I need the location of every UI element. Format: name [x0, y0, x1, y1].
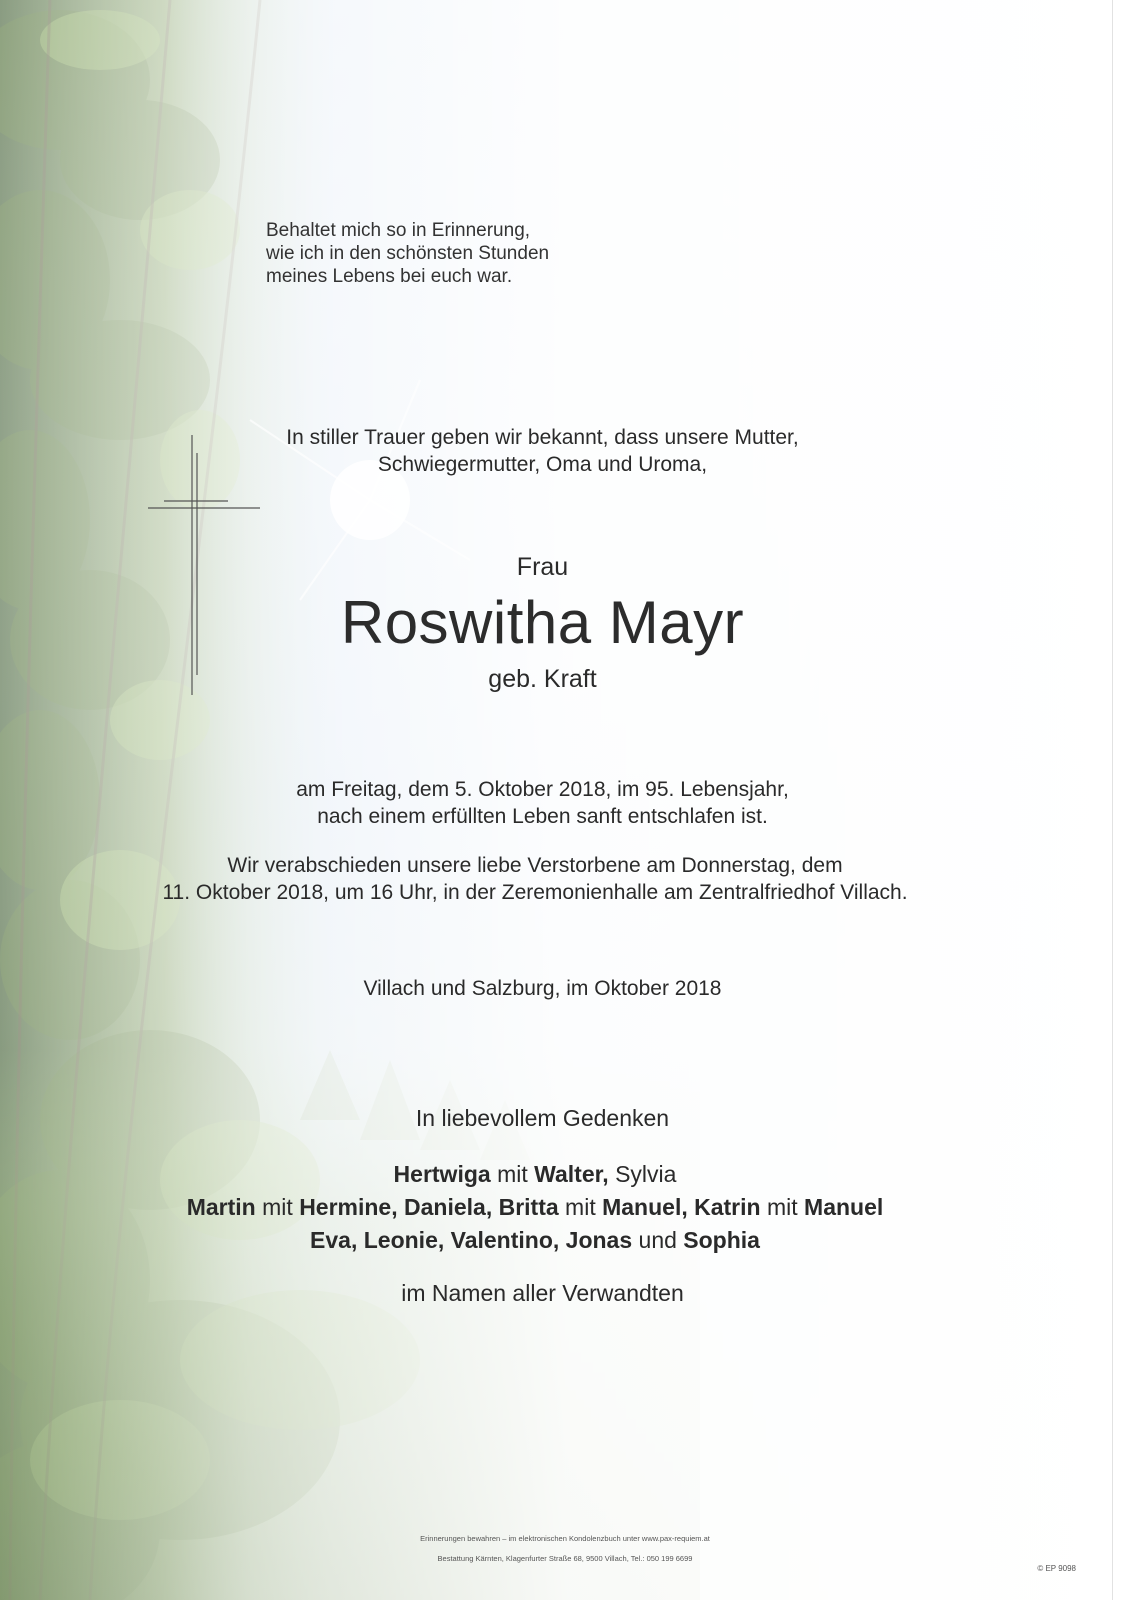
place-date: Villach und Salzburg, im Oktober 2018 [363, 977, 722, 1000]
service-line-1: Wir verabschieden unsere liebe Verstorbene am Donnerstag, dem [227, 854, 843, 877]
family-name: Sophia [683, 1227, 760, 1253]
death-notice-line-1: am Freitag, dem 5. Oktober 2018, im 95. Lebensjahr, [296, 778, 789, 801]
family-name: Eva, Leonie, Valentino, Jonas [310, 1227, 633, 1253]
announcement [90, 424, 995, 478]
family-row [0, 1191, 1070, 1224]
connector: mit [255, 1194, 300, 1220]
announcement-line-1: In stiller Trauer geben wir bekannt, dass unsere Mutter, [286, 426, 799, 449]
motto-verse [266, 219, 549, 288]
connector: mit [490, 1161, 535, 1187]
announcement-line-2: Schwiegermutter, Oma und Uroma, [377, 453, 708, 476]
connector: mit [558, 1194, 603, 1220]
family-name: Hermine, Daniela, Britta [299, 1194, 559, 1220]
death-notice-line-2: nach einem erfüllten Leben sanft entschlafen ist. [317, 805, 768, 828]
family-name: Walter, [534, 1161, 609, 1187]
death-notice [90, 776, 995, 830]
connector: mit [760, 1194, 805, 1220]
family-names [0, 1158, 1070, 1257]
memory-line: In liebevollem Gedenken [415, 1105, 670, 1131]
family-row [0, 1224, 1070, 1257]
document-code: © EP 9098 [1037, 1564, 1076, 1573]
footer-funeral-home-line: Bestattung Kärnten, Klagenfurter Straße 68, 9500 Villach, Tel.: 050 199 6699 [437, 1554, 693, 1563]
footer-condolence-line: Erinnerungen bewahren – im elektronischen Kondolenzbuch unter www.pax-requiem.at [420, 1534, 710, 1543]
page-edge-line [1112, 0, 1113, 1600]
family-name: Martin [186, 1194, 256, 1220]
family-name: Sylvia [608, 1161, 677, 1187]
relatives-line: im Namen aller Verwandten [401, 1280, 684, 1306]
service-line-2: 11. Oktober 2018, um 16 Uhr, in der Zeremonienhalle am Zentralfriedhof Villach. [162, 881, 908, 904]
motto-line: meines Lebens bei euch war. [266, 266, 513, 287]
motto-line: Behaltet mich so in Erinnerung, [266, 220, 531, 241]
family-name: Manuel [804, 1194, 884, 1220]
motto-line: wie ich in den schönsten Stunden [266, 243, 550, 264]
deceased-title: Frau [516, 553, 569, 581]
family-name: Manuel, Katrin [602, 1194, 761, 1220]
connector: und [632, 1227, 684, 1253]
deceased-maiden-name: geb. Kraft [488, 665, 597, 693]
funeral-service [0, 852, 1070, 906]
deceased-name: Roswitha Mayr [340, 589, 745, 656]
family-name: Hertwiga [393, 1161, 491, 1187]
family-row [0, 1158, 1070, 1191]
